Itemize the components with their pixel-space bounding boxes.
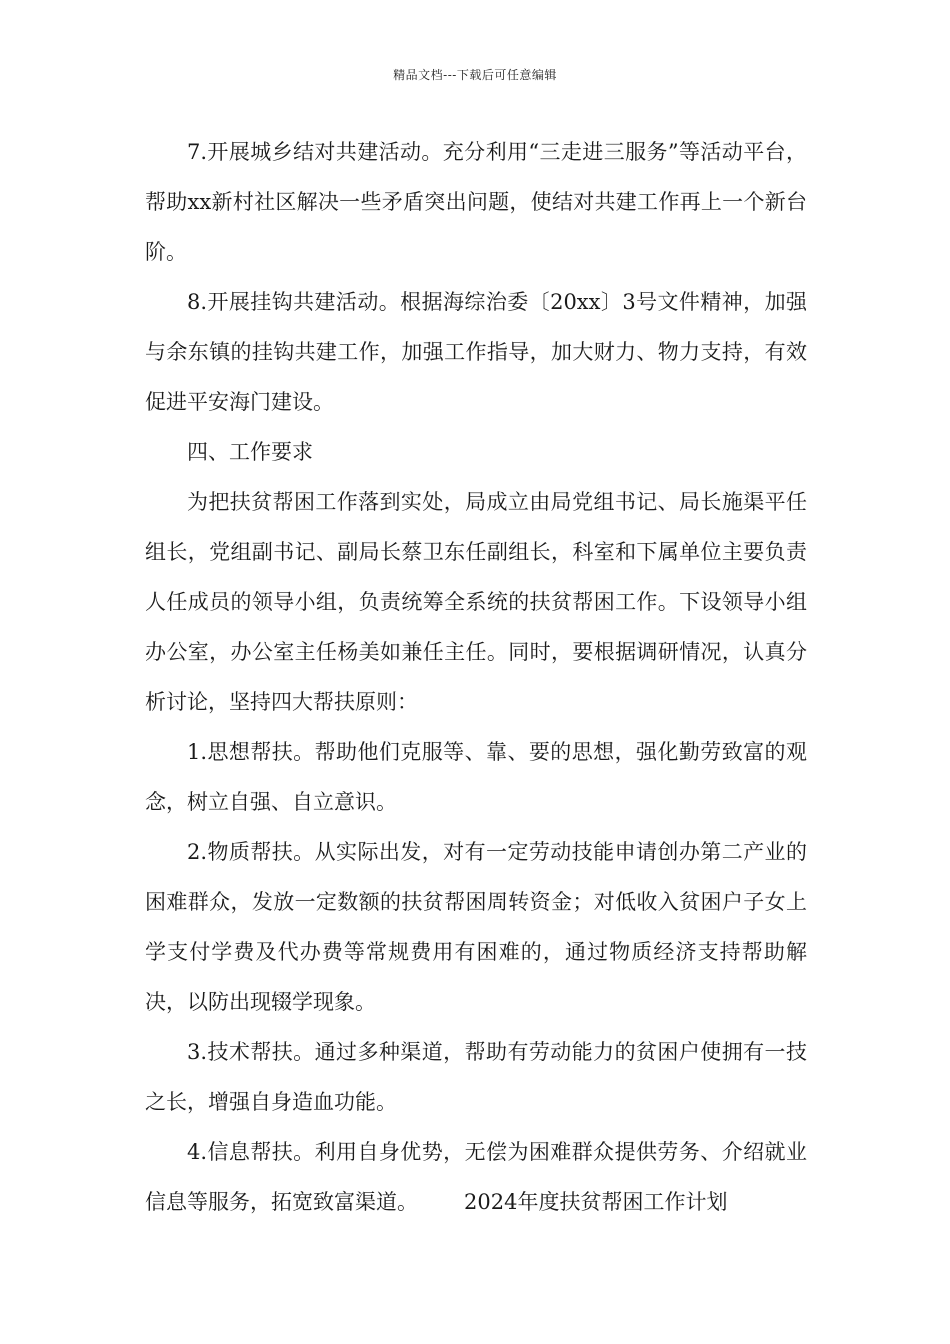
section-heading-work-requirements: 四、工作要求 bbox=[187, 440, 313, 464]
paragraph-technical-support: 3.技术帮扶。通过多种渠道，帮助有劳动能力的贫困户使拥有一技之长，增强自身造血功能。 bbox=[145, 1040, 807, 1114]
paragraph-material-support: 2.物质帮扶。从实际出发，对有一定劳动技能申请创办第二产业的困难群众，发放一定数额的扶贫帮困周转资金；对低收入贫困户子女上学支付学费及代办费等常规费用有困难的，通过物质经济支持帮助解决，以防出现辍学现象。 bbox=[145, 840, 807, 1014]
paragraph-information-support bbox=[145, 1127, 807, 1227]
paragraph-item-8: 8.开展挂钩共建活动。根据海综治委〔20xx〕3号文件精神，加强与余东镇的挂钩共建工作，加强工作指导，加大财力、物力支持，有效促进平安海门建设。 bbox=[145, 290, 807, 414]
page-header: 精品文档---下载后可任意编辑 bbox=[393, 68, 557, 82]
paragraph-information-support-text: 4.信息帮扶。利用自身优势，无偿为困难群众提供劳务、介绍就业信息等服务，拓宽致富渠道。 bbox=[145, 1140, 807, 1214]
paragraph-ideological-support: 1.思想帮扶。帮助他们克服等、靠、要的思想，强化勤劳致富的观念，树立自强、自立意识。 bbox=[145, 740, 807, 814]
trailing-document-title: 2024年度扶贫帮困工作计划 bbox=[464, 1190, 728, 1214]
document-body bbox=[145, 127, 807, 1227]
paragraph-leadership-group: 为把扶贫帮困工作落到实处，局成立由局党组书记、局长施渠平任组长，党组副书记、副局长蔡卫东任副组长，科室和下属单位主要负责人任成员的领导小组，负责统筹全系统的扶贫帮困工作。下设领导小组办公室，办公室主任杨美如兼任主任。同时，要根据调研情况，认真分析讨论，坚持四大帮扶原则： bbox=[145, 490, 807, 714]
paragraph-item-7: 7.开展城乡结对共建活动。充分利用“三走进三服务”等活动平台，帮助xx新村社区解决一些矛盾突出问题，使结对共建工作再上一个新台阶。 bbox=[145, 140, 807, 264]
